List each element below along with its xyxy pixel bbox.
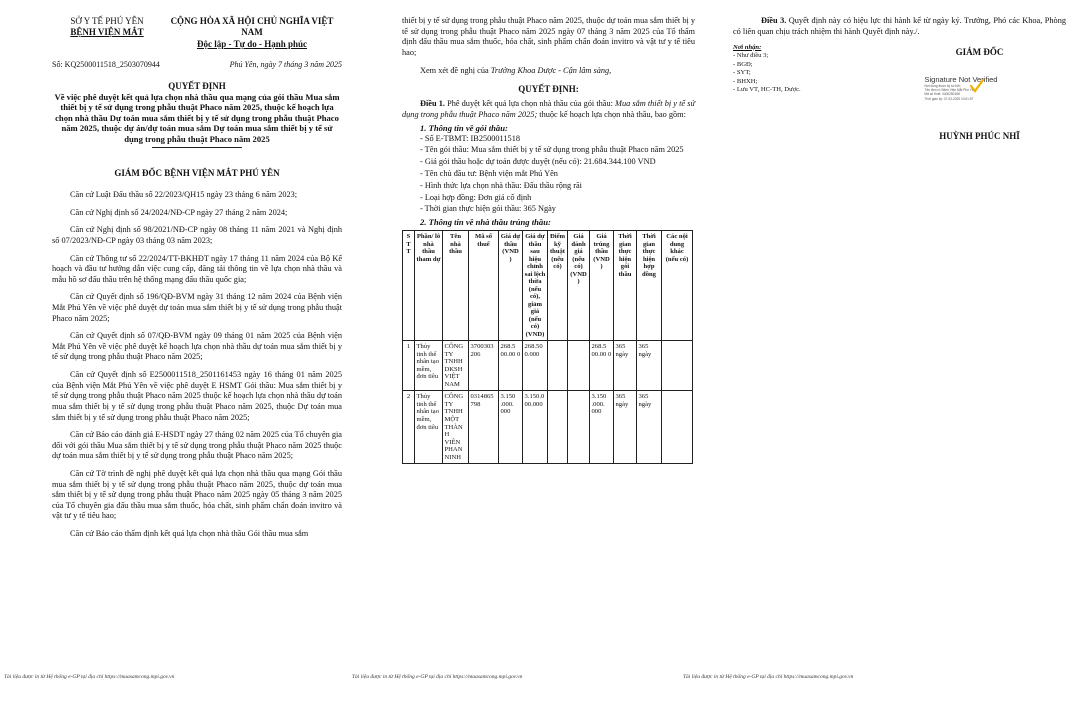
table-cell: 3.150 .000. 000	[590, 391, 614, 464]
table-cell: 365 ngày	[637, 341, 662, 391]
article-3-label: Điều 3.	[761, 16, 787, 25]
article-1-text: Phê duyệt kết quả lựa chọn nhà thầu của gói thầu:	[444, 99, 616, 109]
recipient-item: - Lưu VT, HC-TH, Dược.	[733, 86, 801, 94]
article-1-package: Mua sắm thiết bị y tế sử dụng trong phẫu thuật Phaco năm 2025;	[402, 99, 695, 120]
consideration-prefix: Xem xét đề nghị của	[420, 66, 491, 76]
page-1	[0, 0, 360, 720]
table-cell: 268.5 00.00 0	[499, 341, 523, 391]
table-header-cell: Giá dự thầu (VND )	[499, 231, 523, 341]
signature-check-icon	[969, 78, 985, 94]
page-2	[352, 0, 705, 720]
table-header-cell: Giá trúng thầu (VND )	[590, 231, 614, 341]
agency-line-2: BỆNH VIỆN MẮT	[70, 27, 144, 38]
table-cell: 365 ngày	[637, 391, 662, 464]
legal-basis: Căn cứ Nghị định số 98/2021/NĐ-CP ngày 08 tháng 11 năm 2021 và Nghị định số 07/2023/NĐ-CP ngày 03 tháng 03 năm 2023;	[52, 225, 342, 245]
recipient-item: - BGĐ;	[733, 60, 753, 68]
page-3	[683, 0, 1080, 720]
article-3	[733, 16, 1066, 38]
consideration-name: Trưởng Khoa Dược - Cận lâm sàng,	[490, 66, 612, 76]
table-cell	[548, 341, 568, 391]
table-header-cell: Điểm kỹ thuật (nếu có)	[548, 231, 568, 341]
table-cell: Thủy tinh thể nhân tạo mềm, đơn tiêu	[415, 391, 443, 464]
table-cell: CÔNG TY TNHH DKSH VIỆT NAM	[443, 341, 469, 391]
legal-basis: Căn cứ Quyết định số E2500011518_2501161453 ngày 16 tháng 01 năm 2025 của Bệnh viện Mắt Phú Yên về việc phê duyệt E HSMT Gói thầu: Mua sắm thiết bị y tế sử dụng trong phẫu thuật Phaco năm 2025 thuộc kế hoạch lựa chọn nhà thầu dự toán mua sắm thiết bị y tế sử dụng trong phẫu thuật Phaco năm 2025, thuộc Dự toán mua sắm thiết bị y tế sử dụng trong phẫu thuật Phaco năm 2025;	[52, 370, 342, 422]
recipient-item: - BHXH;	[733, 77, 758, 85]
legal-basis: Căn cứ Luật Đấu thầu số 22/2023/QH15 ngày 23 tháng 6 năm 2023;	[70, 190, 298, 200]
signature-detail: Thời gian ký: 07-03-2025 10:01:57	[924, 96, 974, 101]
package-info-item: - Tên gói thầu: Mua sắm thiết bị y tế sử dụng trong phẫu thuật Phaco năm 2025	[420, 145, 684, 155]
nation-line-2: Độc lập - Tự do - Hạnh phúc	[196, 38, 307, 49]
issuing-agency	[52, 16, 162, 50]
article-1	[402, 99, 695, 120]
signer-role: GIÁM ĐỐC	[955, 46, 1004, 57]
table-header-cell: Tên nhà thầu	[443, 231, 469, 341]
package-info-item: - Tên chủ đầu tư: Bệnh viện mắt Phú Yên	[420, 169, 558, 178]
legal-basis: Căn cứ Báo cáo thẩm định kết quả lựa chọn nhà thầu Gói thầu mua sắm	[70, 529, 309, 539]
table-header-cell: S T T	[403, 231, 415, 341]
recipient-item: - SYT;	[733, 69, 751, 77]
table-cell	[568, 391, 590, 464]
digital-signature[interactable]	[925, 75, 1035, 121]
package-info-item: - Số E-TBMT: IB2500011518	[420, 133, 520, 143]
signature-detail: Mã số thuế: 4400250168	[924, 92, 960, 97]
article-3-text: Quyết định này có hiệu lực thi hành kể từ ngày ký. Trưởng, Phó các Khoa, Phòng có liên quan chịu trách nhiệm thi hành Quyết định này./.	[733, 16, 1066, 36]
legal-basis: Căn cứ Quyết định số 07/QĐ-BVM ngày 09 tháng 01 năm 2025 của Bệnh viện Mắt Phú Yên về việc phê duyệt kế hoạch lựa chọn nhà thầu dự toán mua sắm thiết bị y tế sử dụng trong phẫu thuật Phaco năm 2025;	[52, 331, 342, 362]
decision-authority: GIÁM ĐỐC BỆNH VIỆN MẮT PHÚ YÊN	[114, 168, 280, 179]
consideration	[402, 66, 695, 75]
legal-basis: Căn cứ Thông tư số 22/2024/TT-BKHĐT ngày 17 tháng 11 năm 2024 của Bộ Kế hoạch và đầu tư hướng dẫn việc cung cấp, đăng tải thông tin về lựa chọn nhà thầu và mẫu hồ sơ đấu thầu trên hệ thống mạng đấu thầu quốc gia;	[52, 253, 342, 284]
recipients	[733, 44, 893, 141]
table-cell: 268.5 00.00 0	[590, 341, 614, 391]
table-cell: 1	[403, 341, 415, 391]
basis-continuation: thiết bị y tế sử dụng trong phẫu thuật Phaco năm 2025, thuộc dự toán mua sắm thiết bị y tế sử dụng trong phẫu thuật Phaco năm 2025 ngày 07 tháng 3 năm 2025 của Tổ thẩm định đấu thầu mua sắm thuốc, hóa chất, sinh phẩm chẩn đoán invitro và vật tư y tế tiêu hao;	[402, 16, 695, 57]
table-header-cell: Giá đánh giá (nếu có) (VND )	[568, 231, 590, 341]
table-cell: Thủy tinh thể nhân tạo mềm, đơn tiêu	[415, 341, 443, 391]
table-header-cell: Thời gian thực hiện hợp đồng	[637, 231, 662, 341]
legal-basis: Căn cứ Tờ trình đề nghị phê duyệt kết quả lựa chọn nhà thầu qua mạng Gói thầu mua sắm thiết bị y tế sử dụng trong phẫu thuật Phaco năm 2025, thuộc dự toán mua sắm thiết bị y tế sử dụng trong phẫu thuật Phaco năm 2025 ngày 05 tháng 3 năm 2025 của Tổ chuyên gia đấu thầu mua sắm thuốc, hóa chất, sinh phẩm chẩn đoán invitro và vật tư y tế tiêu hao;	[52, 468, 342, 521]
table-cell: CÔNG TY TNHH MỘT THÀN H VIÊN PHAN NINH	[443, 391, 469, 464]
table-header-row	[403, 231, 693, 341]
table-cell	[662, 391, 693, 464]
table-cell	[662, 341, 693, 391]
package-info-item: - Thời gian thực hiện gói thầu: 365 Ngày	[420, 204, 556, 214]
table-header-cell: Phần/ lô nhà thầu tham dự	[415, 231, 443, 341]
table-cell	[568, 341, 590, 391]
signer-name: HUỲNH PHÚC NHĨ	[939, 130, 1020, 141]
decides-heading: QUYẾT ĐỊNH:	[518, 84, 579, 95]
table-cell: 3700303206	[469, 341, 499, 391]
table-cell: 365 ngày	[614, 341, 637, 391]
table-header-cell: Thời gian thực hiện gói thầu	[614, 231, 637, 341]
award-table	[402, 230, 693, 464]
table-cell: 3.150.0 00.000	[523, 391, 548, 464]
table-cell: 365 ngày	[614, 391, 637, 464]
page-footer: Tài liệu được in từ Hệ thống e-GP tại địa chỉ https://muasamcong.mpi.gov.vn	[4, 674, 175, 680]
place-date: Phú Yên, ngày 7 tháng 3 năm 2025	[229, 59, 342, 69]
signature-status: Signature Not Verified	[924, 74, 998, 84]
signer	[893, 44, 1066, 141]
decision-title: QUYẾT ĐỊNH	[168, 80, 226, 91]
table-cell: 3.150 .000. 000	[499, 391, 523, 464]
table-header-cell: Các nội dung khác (nếu có)	[662, 231, 693, 341]
table-cell: 2	[403, 391, 415, 464]
article-1-label: Điều 1.	[420, 99, 445, 109]
legal-basis: Căn cứ Quyết định số 196/QĐ-BVM ngày 31 tháng 12 năm 2024 của Bệnh viện Mắt Phú Yên về việc phê duyệt dự toán mua sắm thiết bị y tế sử dụng trong phẫu thuật Phaco năm 2025;	[52, 292, 342, 323]
page-footer: Tài liệu được in từ Hệ thống e-GP tại địa chỉ https://muasamcong.mpi.gov.vn	[352, 674, 523, 680]
agency-line-1: SỞ Y TẾ PHÚ YÊN	[70, 16, 144, 26]
table-header-cell: Giá dự thầu sau hiệu chỉnh sai lệch thừa (nếu có), giảm giá (nếu có) (VND)	[523, 231, 548, 341]
table-header-cell: Mã số thuế	[469, 231, 499, 341]
section-package-info: 1. Thông tin về gói thầu:	[420, 122, 508, 133]
table-cell: 0314865798	[469, 391, 499, 464]
table-cell: 268.50 0.000	[523, 341, 548, 391]
legal-basis: Căn cứ Nghị định số 24/2024/NĐ-CP ngày 27 tháng 2 năm 2024;	[70, 207, 288, 217]
nation-line-1: CỘNG HÒA XÃ HỘI CHỦ NGHĨA VIỆT NAM	[170, 16, 334, 38]
recipient-item: - Như điều 3;	[733, 52, 769, 60]
section-winning-bidder: 2. Thông tin về nhà thầu trúng thầu:	[420, 217, 551, 228]
table-cell	[548, 391, 568, 464]
article-1-tail: thuộc kế hoạch lựa chọn nhà thầu, bao gồm:	[537, 110, 686, 120]
legal-basis: Căn cứ Báo cáo đánh giá E-HSDT ngày 27 tháng 02 năm 2025 của Tổ chuyên gia đối với gói thầu Mua sắm thiết bị y tế sử dụng trong phẫu thuật Phaco năm 2025 thuộc dự toán mua sắm thiết bị y tế sử dụng trong phẫu thuật Phaco năm 2025;	[52, 430, 342, 461]
package-info-item: - Hình thức lựa chọn nhà thầu: Đấu thầu rộng rãi	[420, 180, 582, 190]
divider	[152, 147, 242, 148]
signature-detail: Nơi dung được ký số bởi:	[924, 83, 961, 88]
recipients-title: Nơi nhận:	[733, 43, 762, 51]
package-info-item: - Giá gói thầu hoặc dự toán được duyệt (nếu có): 21.684.344.100 VND	[420, 157, 656, 167]
table-row	[403, 341, 693, 391]
page-footer: Tài liệu được in từ Hệ thống e-GP tại địa chỉ https://muasamcong.mpi.gov.vn	[683, 674, 854, 680]
package-info-item: - Loại hợp đồng: Đơn giá cố định	[420, 192, 532, 202]
national-motto	[162, 16, 342, 50]
document-number: Số: KQ2500011518_2503070944	[52, 59, 160, 69]
decision-subject: Về việc phê duyệt kết quả lựa chọn nhà thầu qua mạng của gói thầu Mua sắm thiết bị y tế sử dụng trong phẫu thuật Phaco năm 2025, thuộc kế hoạch lựa chọn nhà thầu Dự toán mua sắm thiết bị y tế sử dụng trong phẫu thuật Phaco năm 2025, thuộc dự án/dự toán mua sắm Dự toán mua sắm thiết bị y tế sử dụng trong phẫu thuật Phaco năm 2025	[54, 91, 340, 144]
table-row	[403, 391, 693, 464]
document-header	[52, 16, 342, 50]
signature-detail: Tên đơn vị: Bệnh Viện Mắt Phú Yên	[924, 87, 976, 92]
document-meta	[52, 60, 342, 69]
signature-block	[733, 44, 1066, 141]
